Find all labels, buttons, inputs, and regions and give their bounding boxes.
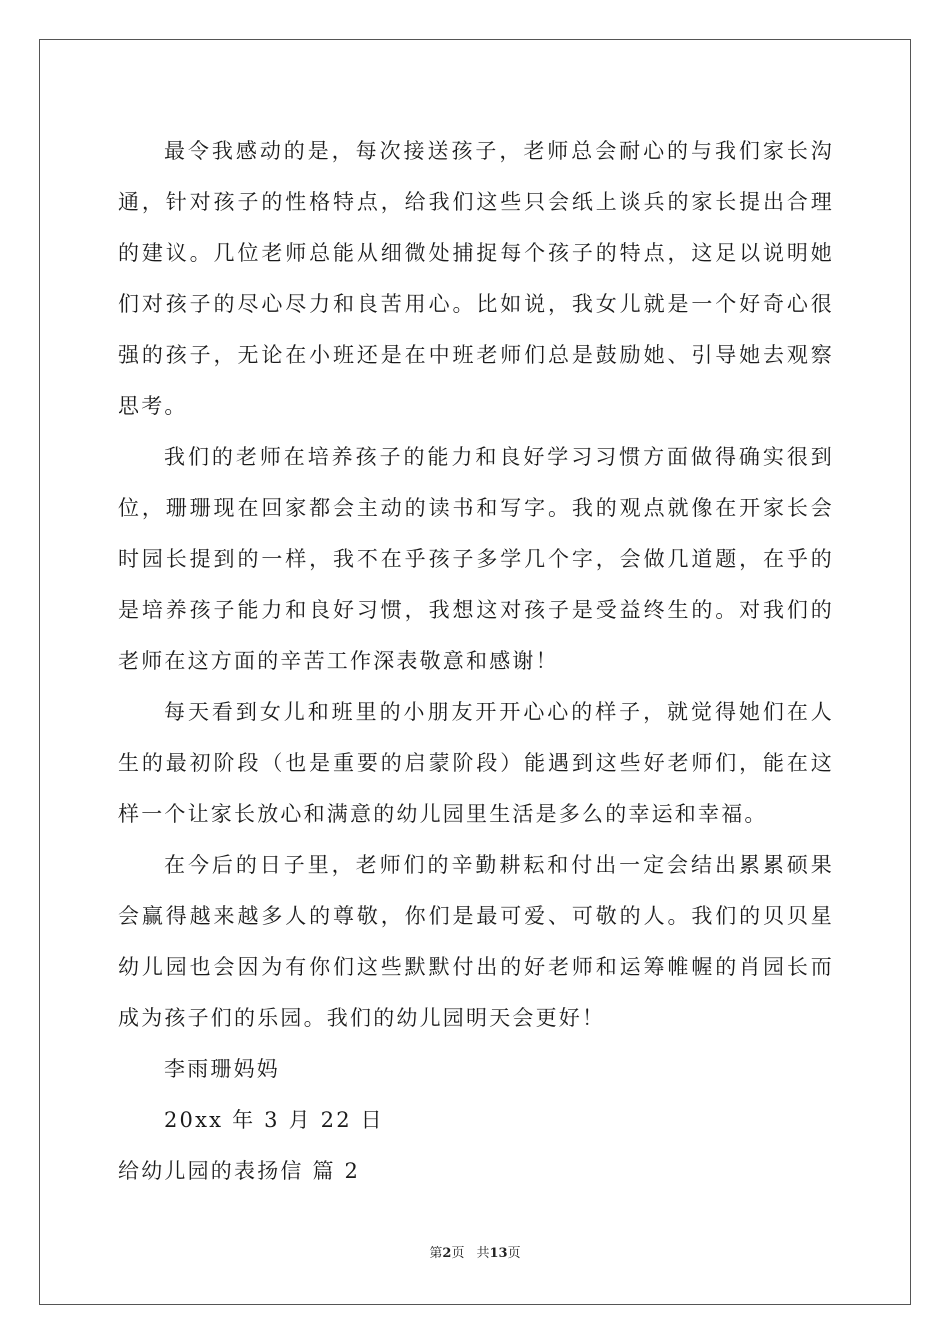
signature: 李雨珊妈妈: [164, 1057, 280, 1081]
total-unit: 页: [507, 1246, 521, 1261]
paragraph-3: 每天看到女儿和班里的小朋友开开心心的样子，就觉得她们在人生的最初阶段（也是重要的启蒙阶段）能遇到这些好老师们，能在这样一个让家长放心和满意的幼儿园里生活是多么的幸运和幸福。: [118, 700, 834, 826]
document-body: [118, 126, 834, 1197]
paragraph-2: 我们的老师在培养孩子的能力和良好学习习惯方面做得确实很到位，珊珊现在回家都会主动的读书和写字。我的观点就像在开家长会时园长提到的一样，我不在乎孩子多学几个字，会做几道题，在乎的是培养孩子能力和良好习惯，我想这对孩子是受益终生的。对我们的老师在这方面的辛苦工作深表敬意和感谢！: [118, 445, 834, 673]
page-footer: [0, 1244, 950, 1264]
section-heading: 给幼儿园的表扬信 篇 2: [118, 1159, 361, 1183]
paragraph-4: 在今后的日子里，老师们的辛勤耕耘和付出一定会结出累累硕果会赢得越来越多人的尊敬，你们是最可爱、可敬的人。我们的贝贝星幼儿园也会因为有你们这些默默付出的好老师和运筹帷幄的肖园长而成为孩子们的乐园。我们的幼儿园明天会更好！: [118, 853, 834, 1030]
paragraph-1: 最令我感动的是，每次接送孩子，老师总会耐心的与我们家长沟通，针对孩子的性格特点，给我们这些只会纸上谈兵的家长提出合理的建议。几位老师总能从细微处捕捉每个孩子的特点，这足以说明她们对孩子的尽心尽力和良苦用心。比如说，我女儿就是一个好奇心很强的孩子，无论在小班还是在中班老师们总是鼓励她、引导她去观察思考。: [118, 139, 834, 418]
page-prefix: 第: [429, 1246, 443, 1261]
letter-date: 20xx 年 3 月 22 日: [164, 1108, 384, 1132]
page-unit: 页: [451, 1246, 465, 1261]
page-total: 13: [489, 1246, 508, 1261]
page-current: 2: [442, 1246, 452, 1261]
total-prefix: 共: [476, 1246, 490, 1261]
